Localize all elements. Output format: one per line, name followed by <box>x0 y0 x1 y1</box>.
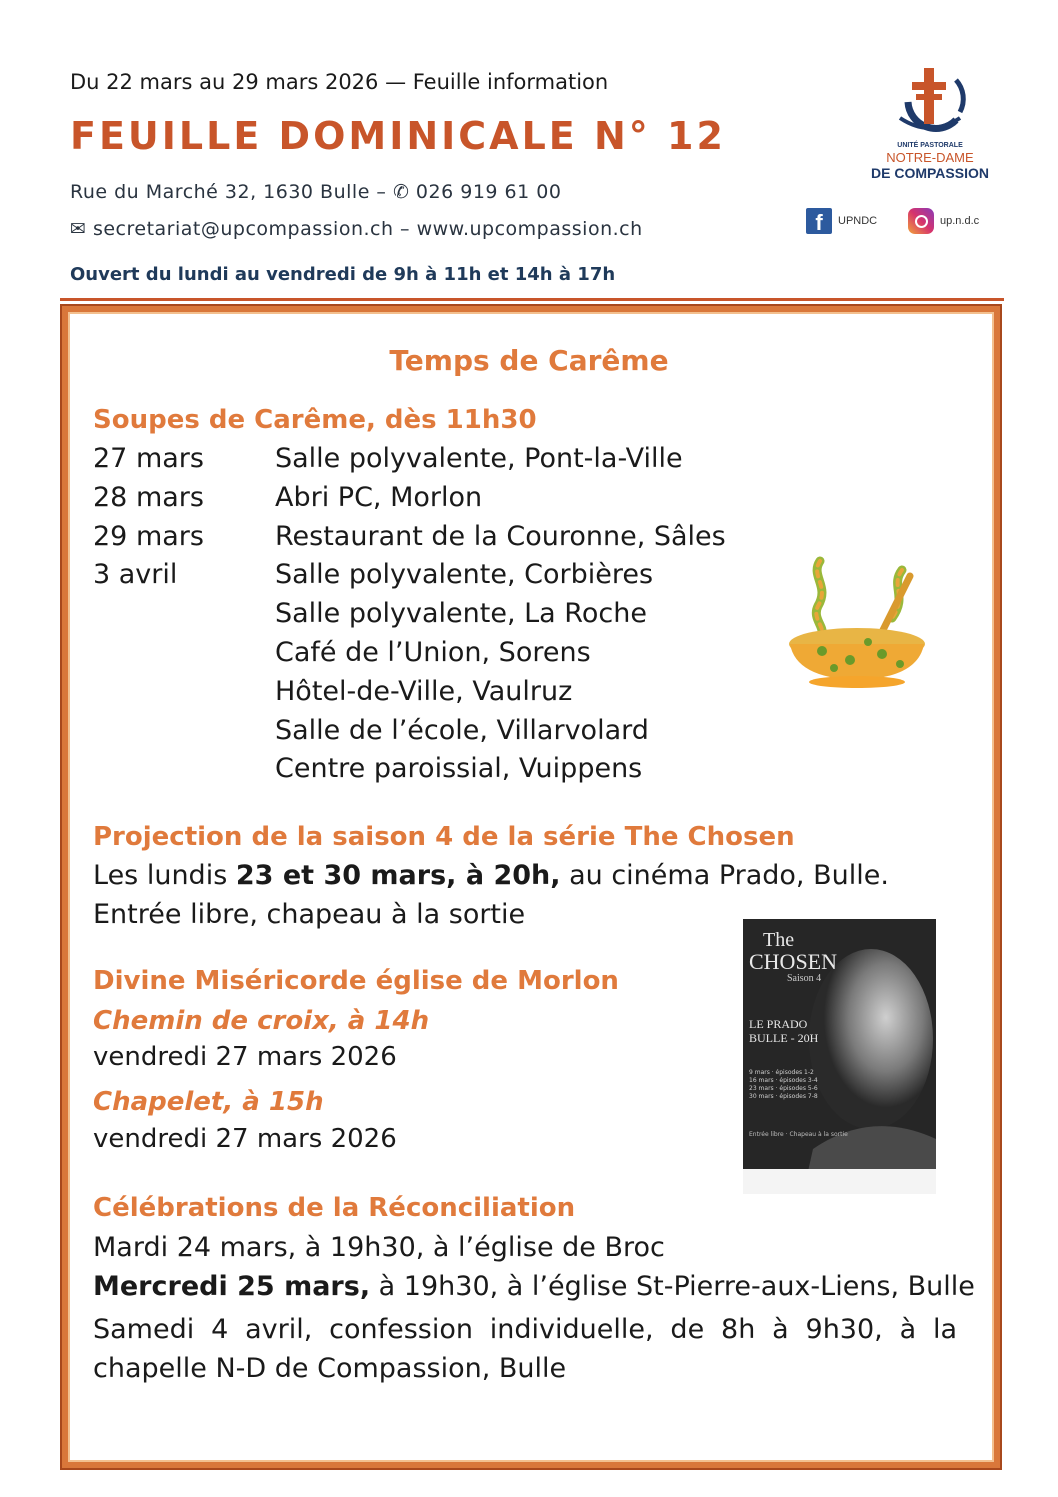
divine-heading: Divine Miséricorde église de Morlon <box>93 966 619 996</box>
address-line: Rue du Marché 32, 1630 Bulle – ✆ 026 919 61 00 <box>70 181 562 203</box>
facebook-label: UPNDC <box>838 215 878 227</box>
reconciliation-heading: Célébrations de la Réconciliation <box>93 1193 576 1223</box>
chosen-line-1-bold: 23 et 30 mars, à 20h, <box>235 860 561 891</box>
poster-schedule-2: 16 mars · épisodes 3-4 <box>749 1077 818 1084</box>
soupe-place: Salle polyvalente, La Roche <box>275 598 647 630</box>
header-divider <box>60 298 1004 301</box>
soup-bowl-icon <box>782 556 932 691</box>
facebook-link[interactable] <box>806 208 877 234</box>
chosen-line-2: Entrée libre, chapeau à la sortie <box>93 899 526 930</box>
poster-season: Saison 4 <box>787 973 822 984</box>
soupe-place: Hôtel-de-Ville, Vaulruz <box>275 675 573 707</box>
section-title: Temps de Carême <box>389 344 669 377</box>
chosen-line-1-pre: Les lundis <box>93 860 236 891</box>
divine-sub-1: Chemin de croix, à 14h <box>93 1006 430 1036</box>
divine-date-1: vendredi 27 mars 2026 <box>93 1042 397 1072</box>
soupe-date: 28 mars <box>93 481 204 513</box>
date-line: Du 22 mars au 29 mars 2026 — Feuille information <box>70 70 609 94</box>
divine-date-2: vendredi 27 mars 2026 <box>93 1124 397 1154</box>
facebook-icon: f <box>806 208 832 234</box>
reconciliation-line-1: Mardi 24 mars, à 19h30, à l’église de Broc <box>93 1232 665 1263</box>
parish-logo <box>860 62 1000 186</box>
poster-schedule <box>749 1069 818 1101</box>
cross-logo-icon <box>860 62 1000 142</box>
reconciliation-line-2 <box>93 1271 975 1302</box>
poster-schedule-4: 30 mars · épisodes 7-8 <box>749 1093 818 1100</box>
logo-line-1: UNITÉ PASTORALE <box>897 142 963 149</box>
soupe-place: Salle polyvalente, Corbières <box>275 559 654 591</box>
poster-title-2: CHOSEN <box>749 949 838 974</box>
soupe-place: Centre paroissial, Vuippens <box>275 753 643 785</box>
soupe-place: Salle de l’école, Villarvolard <box>275 714 649 746</box>
soupe-date: 3 avril <box>93 559 178 591</box>
chosen-line-1 <box>93 860 889 891</box>
instagram-icon <box>908 208 934 234</box>
chosen-line-1-post: au cinéma Prado, Bulle. <box>560 860 889 891</box>
divine-sub-2: Chapelet, à 15h <box>93 1087 324 1117</box>
poster-schedule-3: 23 mars · épisodes 5-6 <box>749 1085 818 1092</box>
contact-line[interactable]: ✉ secretariat@upcompassion.ch – www.upcompassion.ch <box>70 218 643 240</box>
poster-title-1: The <box>763 929 795 951</box>
chosen-heading: Projection de la saison 4 de la série The Chosen <box>93 822 795 852</box>
chosen-poster <box>743 919 936 1194</box>
soupe-place: Restaurant de la Couronne, Sâles <box>275 520 726 552</box>
reconciliation-line-2-rest: à 19h30, à l’église St-Pierre-aux-Liens, Bulle <box>370 1271 975 1302</box>
reconciliation-line-3: Samedi 4 avril, confession individuelle, de 8h à 9h30, à la chapelle N-D de Compassion, Bulle <box>93 1314 957 1384</box>
soupe-place: Café de l’Union, Sorens <box>275 637 591 668</box>
soupes-heading: Soupes de Carême, dès 11h30 <box>93 405 537 435</box>
soupe-date: 29 mars <box>93 520 204 552</box>
poster-venue-1: LE PRADO <box>749 1017 808 1031</box>
instagram-label: up.n.d.c <box>940 215 980 227</box>
instagram-link[interactable] <box>908 208 979 234</box>
reconciliation-line-2-bold: Mercredi 25 mars, <box>93 1271 371 1302</box>
soupe-date: 27 mars <box>93 443 204 474</box>
soupe-place: Salle polyvalente, Pont-la-Ville <box>275 443 683 474</box>
logo-line-2: NOTRE-DAME <box>886 150 974 165</box>
logo-line-3: DE COMPASSION <box>871 165 989 181</box>
soupe-place: Abri PC, Morlon <box>275 481 483 513</box>
opening-hours: Ouvert du lundi au vendredi de 9h à 11h et 14h à 17h <box>70 264 616 285</box>
poster-footer: Entrée libre · Chapeau à la sortie <box>749 1131 848 1138</box>
poster-schedule-1: 9 mars · épisodes 1-2 <box>749 1069 814 1076</box>
poster-venue-2: BULLE - 20H <box>749 1031 819 1045</box>
page-title: FEUILLE DOMINICALE N° 12 <box>70 114 726 158</box>
